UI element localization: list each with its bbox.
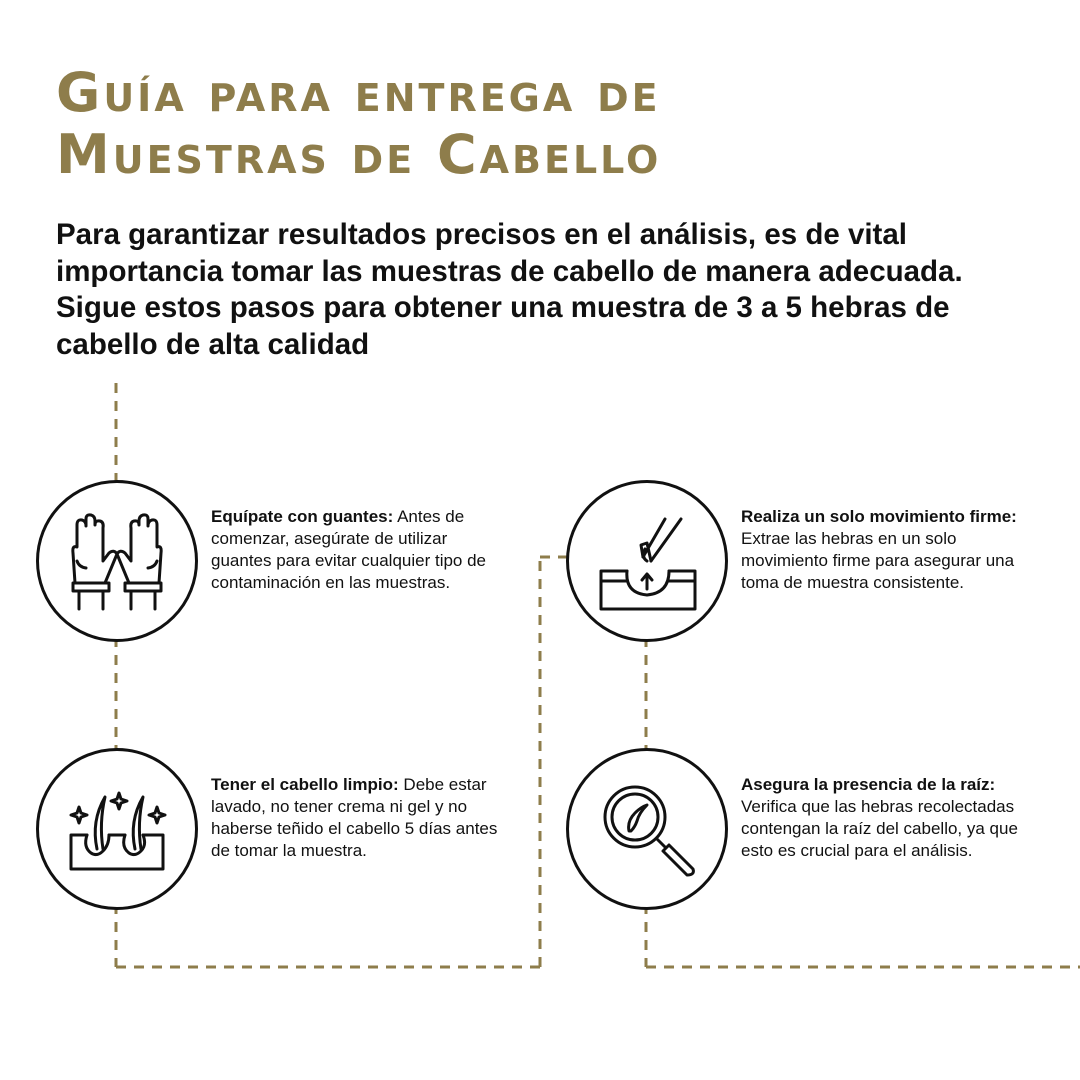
magnifier-root-icon (569, 751, 725, 907)
clean-hair-icon (39, 751, 195, 907)
title-line-1: Guía para entrega de (56, 61, 661, 124)
step-root-title: Asegura la presencia de la raíz: (741, 775, 996, 794)
step-root-circle (566, 748, 728, 910)
step-clean-hair-body: Debe estar lavado, no tener crema ni gel y no haberse teñido el cabello 5 días antes de tomar la muestra. (211, 775, 498, 860)
step-tweezers-body: Extrae las hebras en un solo movimiento firme para asegurar una toma de muestra consistente. (741, 529, 1015, 592)
title-line-2: Muestras de Cabello (56, 123, 662, 186)
step-clean-hair-text (211, 774, 511, 862)
step-gloves-text (211, 506, 511, 594)
step-gloves-circle (36, 480, 198, 642)
step-root-body: Verifica que las hebras recolectadas contengan la raíz del cabello, ya que esto es crucial para el análisis. (741, 797, 1018, 860)
step-gloves-title: Equípate con guantes: (211, 507, 394, 526)
intro-paragraph: Para garantizar resultados precisos en el análisis, es de vital importancia tomar las muestras de cabello de manera adecuada. Sigue estos pasos para obtener una muestra de 3 a 5 hebras de cabello de alta calidad (56, 218, 963, 361)
step-clean-hair-circle (36, 748, 198, 910)
gloves-icon (39, 483, 195, 639)
step-root-text (741, 774, 1041, 862)
tweezers-icon (569, 483, 725, 639)
step-tweezers-title: Realiza un solo movimiento firme: (741, 507, 1017, 526)
step-gloves-body: Antes de comenzar, asegúrate de utilizar guantes para evitar cualquier tipo de contaminación en las muestras. (211, 507, 487, 592)
step-tweezers-circle (566, 480, 728, 642)
step-clean-hair-title: Tener el cabello limpio: (211, 775, 399, 794)
step-tweezers-text (741, 506, 1041, 594)
